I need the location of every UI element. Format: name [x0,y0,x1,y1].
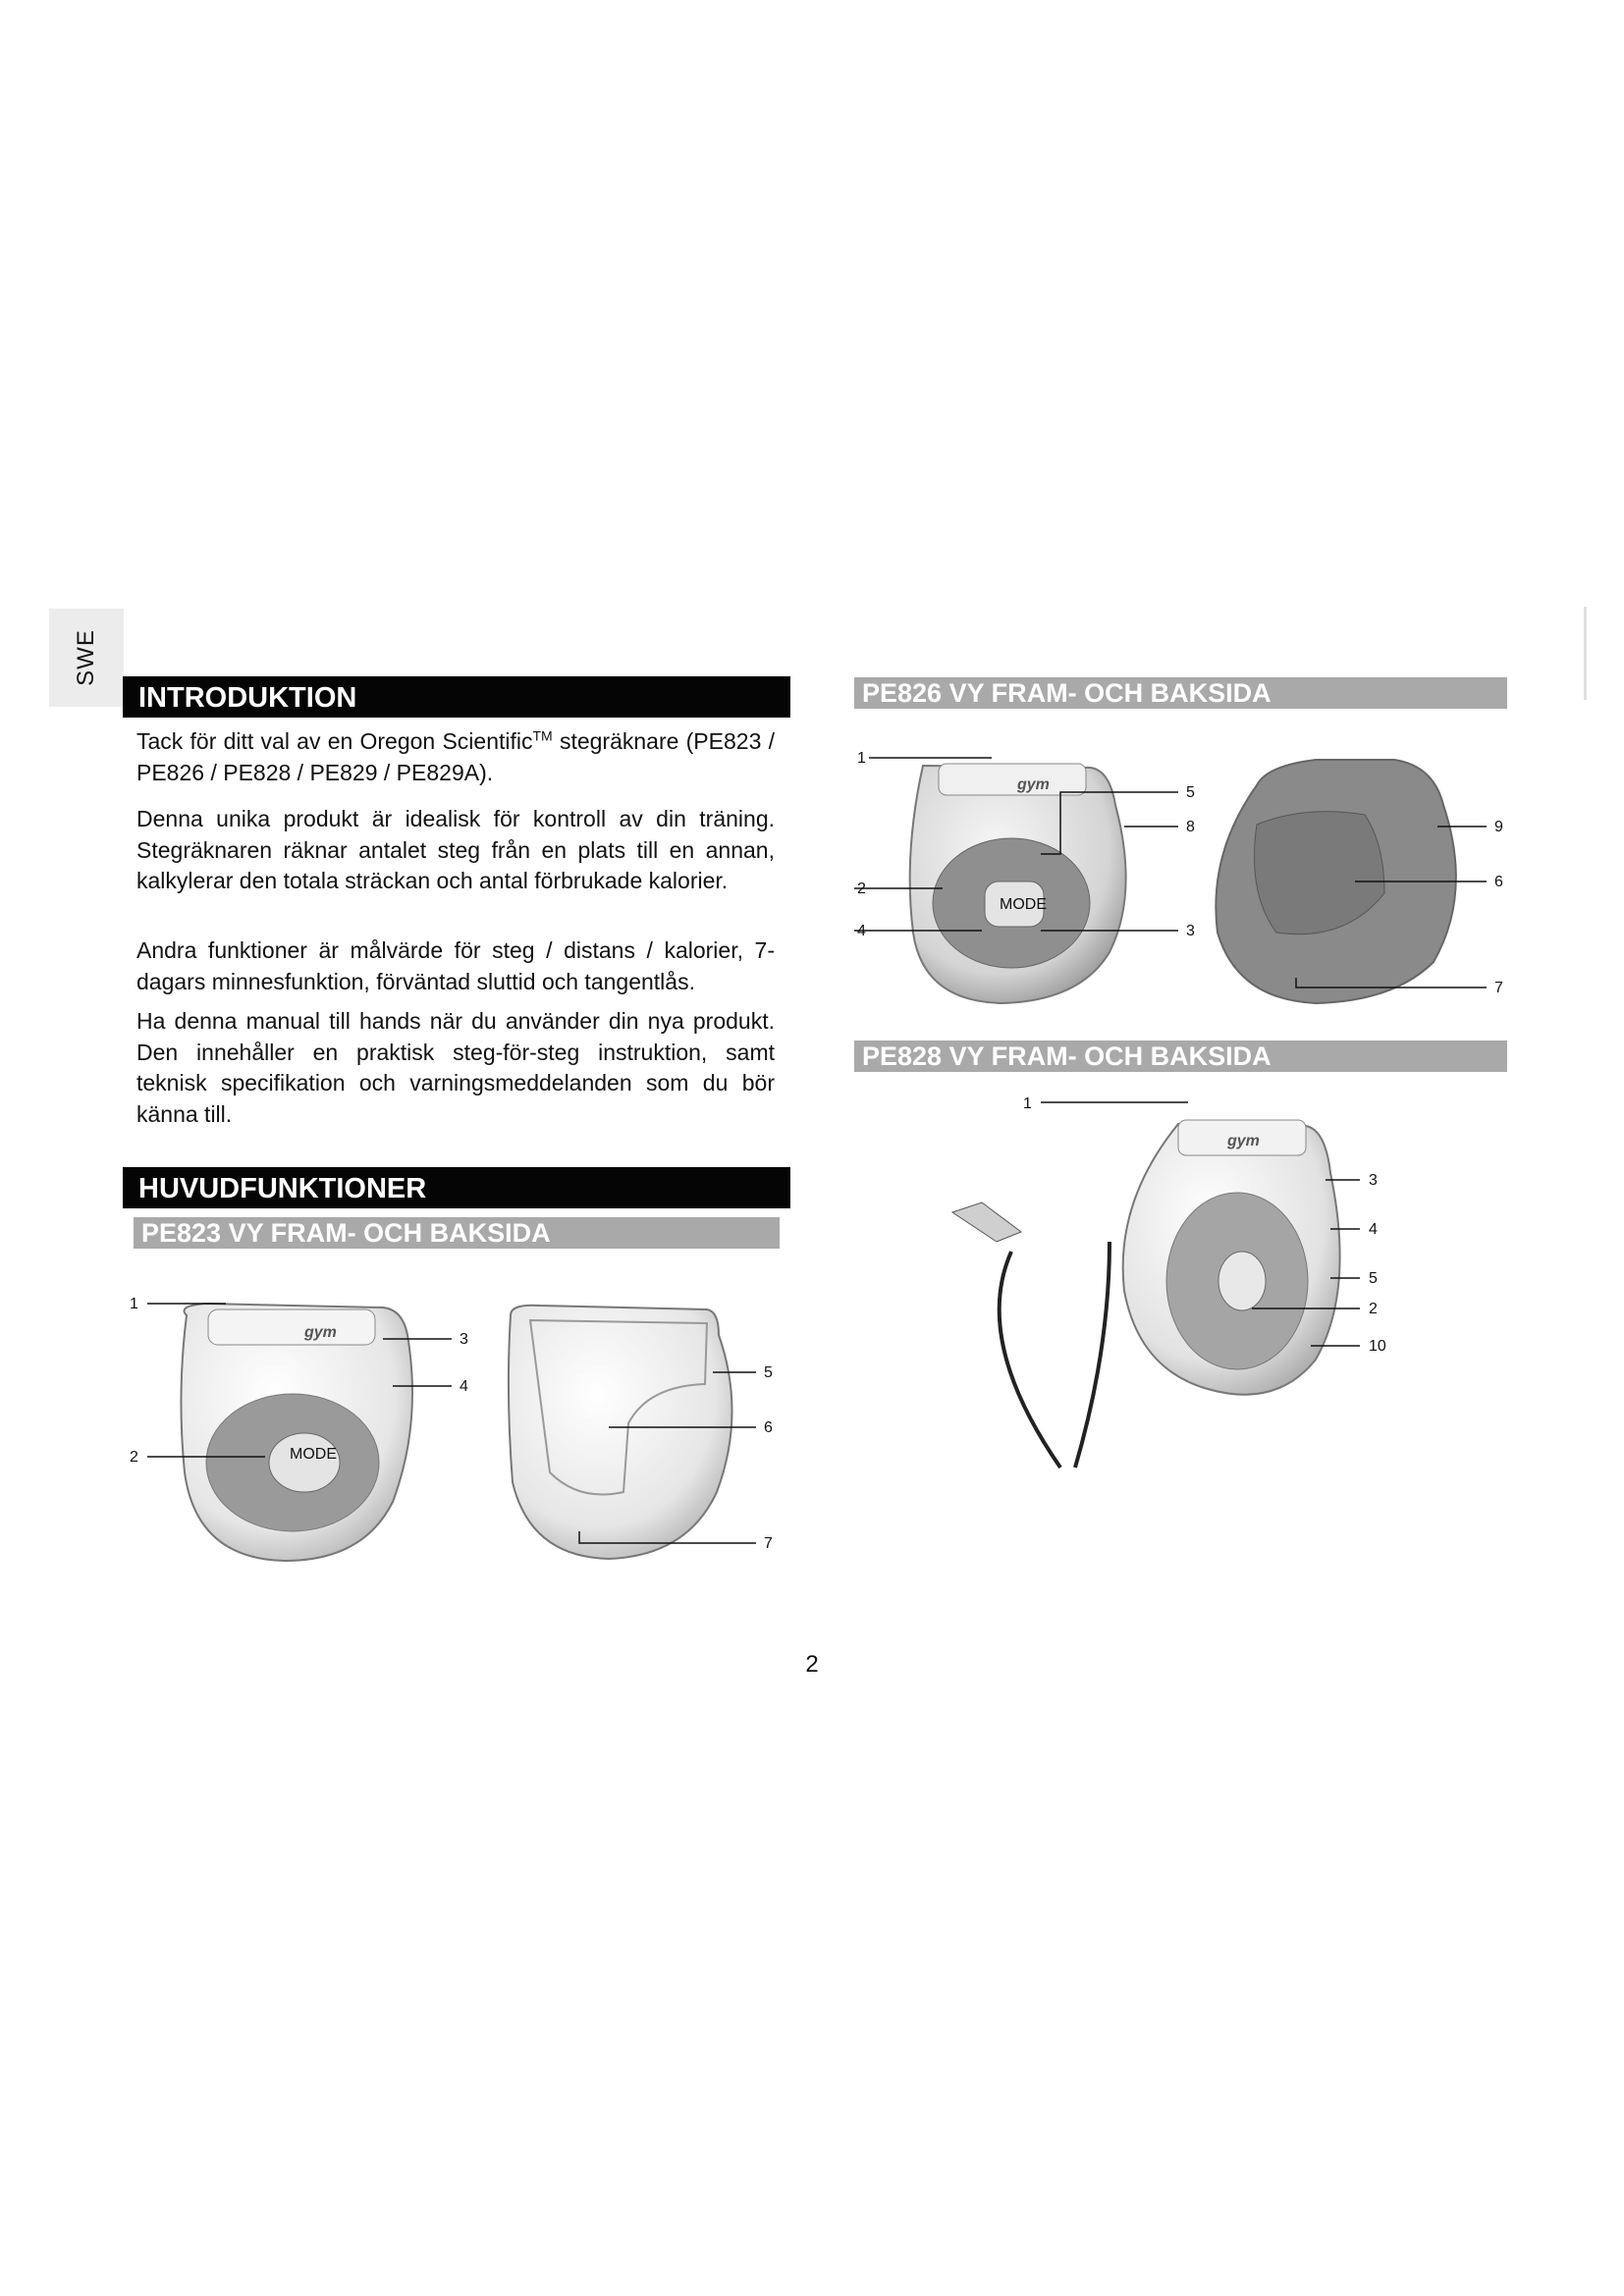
pe823-label-6: 6 [764,1419,773,1436]
page-edge-mark [1584,607,1587,700]
device-logo-text-826: gym [1017,776,1050,793]
intro-paragraph-2: Denna unika produkt är idealisk för kontroll av din träning. Stegräknaren räknar antalet steg från en plats till en annan, kalkylerar den totala sträckan och antal förbrukade kalorier. [136,806,775,893]
pe826-label-3: 3 [1186,923,1195,939]
pe828-label-5: 5 [1369,1270,1378,1287]
page-number: 2 [805,1651,819,1678]
main-functions-heading: HUVUDFUNKTIONER [123,1167,790,1208]
device-logo-text-828: gym [1227,1133,1260,1149]
trademark-mark: TM [532,727,553,744]
intro-paragraph-1 [136,726,775,788]
pe823-mode-button [269,1433,340,1492]
intro-paragraph-4: Ha denna manual till hands när du använder din nya produkt. Den innehåller en praktisk steg-för-steg instruktion, samt teknisk specifikation och varningsmeddelanden som du bör känna till. [136,1008,775,1127]
intro-p1-text: Tack för ditt val av en Oregon Scientific [136,728,533,754]
device-logo-text: gym [304,1324,337,1341]
pe826-label-2: 2 [857,881,866,897]
pe823-label-7: 7 [764,1535,773,1552]
pe823-label-4: 4 [460,1378,468,1395]
pe828-label-4: 4 [1369,1221,1378,1238]
pe823-diagram [118,1276,795,1580]
pe823-label-1: 1 [130,1296,138,1312]
language-tab [49,609,124,707]
pe823-heading: PE823 VY FRAM- OCH BAKSIDA [134,1217,780,1249]
pe823-mode-text: MODE [290,1446,337,1463]
pe826-heading: PE826 VY FRAM- OCH BAKSIDA [854,677,1507,709]
pe828-heading: PE828 VY FRAM- OCH BAKSIDA [854,1041,1507,1072]
pe823-label-5: 5 [764,1364,773,1381]
pe828-lanyard-strap [1000,1252,1060,1468]
pe823-label-2: 2 [130,1449,138,1466]
pe826-label-6: 6 [1494,874,1503,890]
pe828-lanyard-strap-2 [1075,1242,1110,1468]
pe828-label-3: 3 [1369,1172,1378,1189]
intro-p1-text-end: stegräknare (PE823 / PE826 / PE828 / PE829 / PE829A). [136,728,775,785]
pe826-label-1: 1 [857,750,866,767]
intro-paragraph-3: Andra funktioner är målvärde för steg / distans / kalorier, 7-dagars minnesfunktion, förväntad sluttid och tangentlås. [136,937,775,994]
pe823-display-window [208,1309,375,1345]
pe828-label-1: 1 [1023,1095,1032,1112]
pe828-mode-button [1218,1252,1266,1310]
pe823-label-3: 3 [460,1331,468,1348]
pe826-label-4: 4 [857,923,866,939]
pe826-diagram [844,746,1522,1021]
pe826-mode-text: MODE [1000,896,1047,913]
pe823-back-body [509,1306,732,1559]
pe828-label-10: 10 [1369,1338,1386,1355]
pe828-diagram [913,1095,1463,1507]
pe828-lanyard-clip [952,1202,1021,1242]
pe826-label-8: 8 [1186,819,1195,835]
language-tab-label: SWE [73,629,99,686]
introduction-heading: INTRODUKTION [123,676,790,718]
pe826-label-9: 9 [1494,819,1503,835]
pe826-display-window [939,764,1086,795]
pe826-label-5: 5 [1186,784,1195,801]
pe828-label-2: 2 [1369,1301,1378,1317]
pe826-label-7: 7 [1494,980,1503,996]
